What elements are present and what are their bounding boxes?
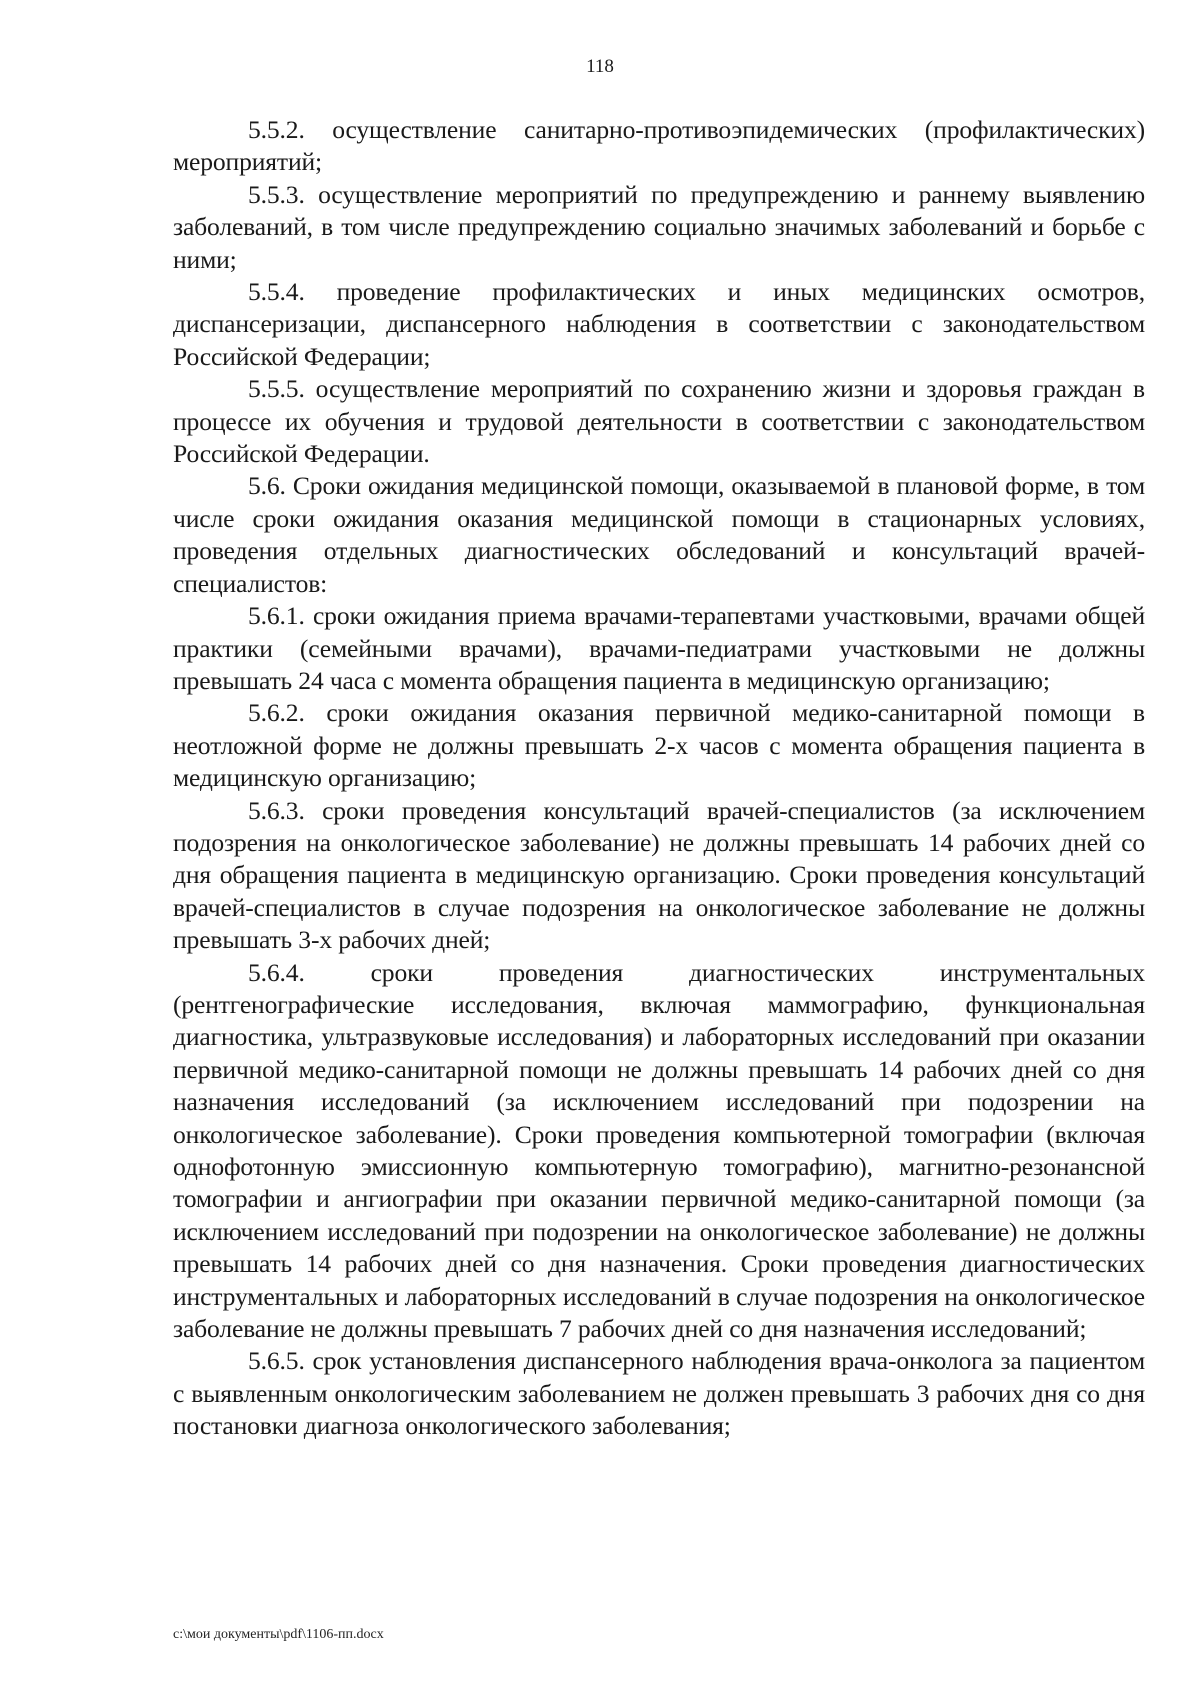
document-body — [173, 114, 1145, 1443]
paragraph-5-5-2: 5.5.2. осуществление санитарно-противоэпидемических (профилактических) мероприятий; — [173, 115, 1145, 177]
footer-file-path: c:\мои документы\pdf\1106-пп.docx — [173, 1627, 384, 1642]
paragraph-5-6: 5.6. Сроки ожидания медицинской помощи, оказываемой в плановой форме, в том числе сроки ожидания оказания медицинской помощи в стационарных условиях, проведения отдельных диагностических обследований и консультаций врачей-специалистов: — [173, 471, 1145, 598]
paragraph-5-6-4: 5.6.4. сроки проведения диагностических инструментальных (рентгенографические исследования, включая маммографию, функциональная диагностика, ультразвуковые исследования) и лабораторных исследований при оказании первичной медико-санитарной помощи не должны превышать 14 рабочих дней со дня назначения исследований (за исключением исследований при подозрении на онкологическое заболевание). Сроки проведения компьютерной томографии (включая однофотонную эмиссионную компьютерную томографию), магнитно-резонансной томографии и ангиографии при оказании первичной медико-санитарной помощи (за исключением исследований при подозрении на онкологическое заболевание) не должны превышать 14 рабочих дней со дня назначения. Сроки проведения диагностических инструментальных и лабораторных исследований в случае подозрения на онкологическое заболевание не должны превышать 7 рабочих дней со дня назначения исследований; — [173, 957, 1145, 1344]
paragraph-5-6-5: 5.6.5. срок установления диспансерного наблюдения врача-онколога за пациентом с выявленным онкологическим заболеванием не должен превышать 3 рабочих дня со дня постановки диагноза онкологического заболевания; — [173, 1346, 1145, 1441]
paragraph-5-5-3: 5.5.3. осуществление мероприятий по предупреждению и раннему выявлению заболеваний, в том числе предупреждению социально значимых заболеваний и борьбе с ними; — [173, 179, 1145, 274]
paragraph-5-5-5: 5.5.5. осуществление мероприятий по сохранению жизни и здоровья граждан в процессе их обучения и трудовой деятельности в соответствии с законодательством Российской Федерации. — [173, 374, 1145, 469]
page-number: 118 — [586, 56, 614, 77]
paragraph-5-6-3: 5.6.3. сроки проведения консультаций врачей-специалистов (за исключением подозрения на онкологическое заболевание) не должны превышать 14 рабочих дней со дня обращения пациента в медицинскую организацию. Сроки проведения консультаций врачей-специалистов в случае подозрения на онкологическое заболевание не должны превышать 3-х рабочих дней; — [173, 795, 1145, 955]
paragraph-5-6-2: 5.6.2. сроки ожидания оказания первичной медико-санитарной помощи в неотложной форме не должны превышать 2-х часов с момента обращения пациента в медицинскую организацию; — [173, 698, 1145, 793]
paragraph-5-5-4: 5.5.4. проведение профилактических и иных медицинских осмотров, диспансеризации, диспансерного наблюдения в соответствии с законодательством Российской Федерации; — [173, 277, 1145, 371]
paragraph-5-6-1: 5.6.1. сроки ожидания приема врачами-терапевтами участковыми, врачами общей практики (семейными врачами), врачами-педиатрами участковыми не должны превышать 24 часа с момента обращения пациента в медицинскую организацию; — [173, 601, 1145, 695]
